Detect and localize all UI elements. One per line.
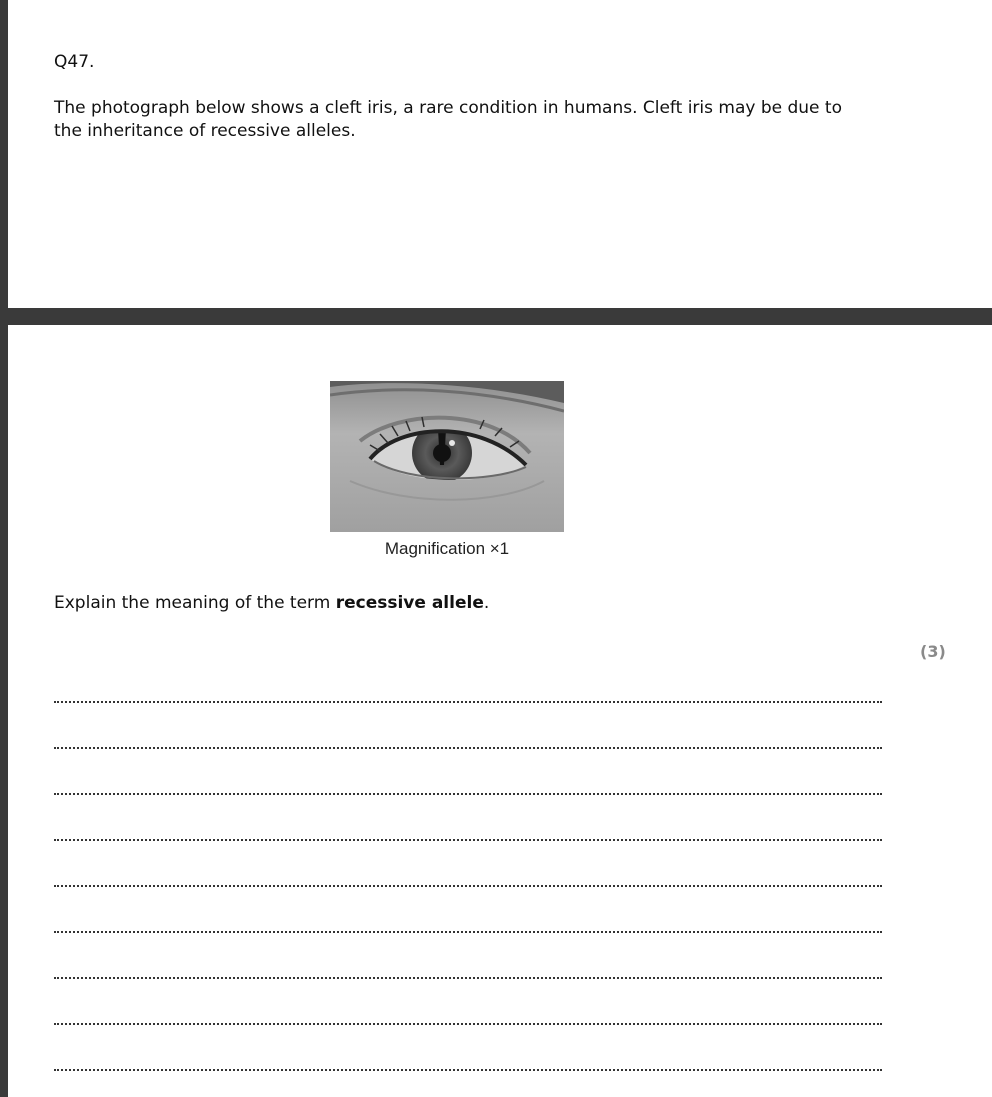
figure-caption: Magnification ×1: [384, 539, 510, 558]
question-prompt: [54, 593, 489, 613]
marks-badge: (3): [920, 642, 946, 661]
answer-line[interactable]: [54, 793, 882, 795]
prompt-end: .: [483, 593, 490, 613]
page-1: [8, 0, 992, 308]
answer-line[interactable]: [54, 839, 882, 841]
answer-line[interactable]: [54, 977, 882, 979]
question-intro: The photograph below shows a cleft iris, a rare condition in humans. Cleft iris may be due to the inheritance of recessive alleles.: [54, 98, 842, 141]
answer-line[interactable]: [54, 747, 882, 749]
question-number: Q47.: [54, 52, 95, 72]
prompt-key-term: recessive allele: [335, 593, 484, 613]
prompt-text: Explain the meaning of the term: [54, 593, 336, 613]
cleft-iris-photo: [330, 381, 564, 532]
page-2: [8, 325, 992, 1097]
answer-line[interactable]: [54, 701, 882, 703]
answer-line[interactable]: [54, 885, 882, 887]
answer-line[interactable]: [54, 1069, 882, 1071]
figure: [330, 381, 564, 559]
answer-line[interactable]: [54, 1023, 882, 1025]
answer-line[interactable]: [54, 931, 882, 933]
